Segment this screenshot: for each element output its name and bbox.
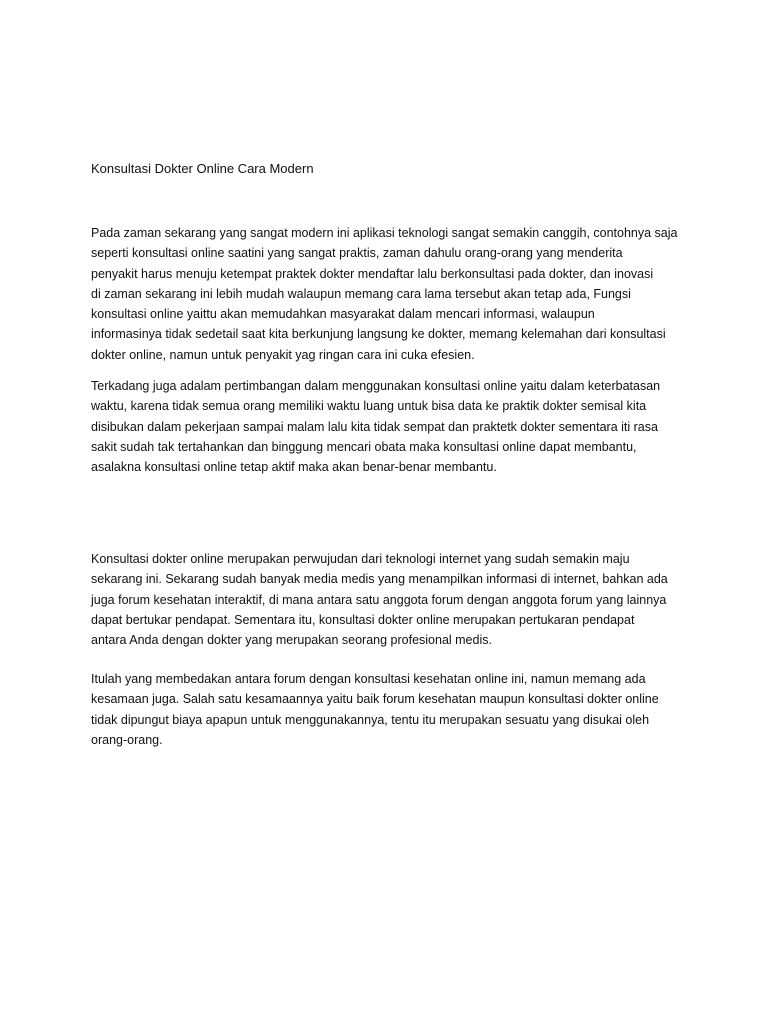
paragraph-line: asalakna konsultasi online tetap aktif maka akan benar-benar membantu. [91,460,497,475]
paragraph-line: informasinya tidak sedetail saat kita berkunjung langsung ke dokter, memang kelemahan dari konsultasi [91,327,666,342]
paragraph-line: sekarang ini. Sekarang sudah banyak media medis yang menampilkan informasi di internet, bahkan ada [91,572,668,587]
paragraph-4 [91,669,681,750]
paragraph-line: penyakit harus menuju ketempat praktek dokter mendaftar lalu berkonsultasi pada dokter, dan inovasi [91,266,654,281]
paragraph-line: kesamaan juga. Salah satu kesamaannya yaitu baik forum kesehatan maupun konsultasi dokter online [91,692,659,707]
paragraph-line: di zaman sekarang ini lebih mudah walaupun memang cara lama tersebut akan tetap ada, Fungsi [91,286,631,301]
paragraph-line: dapat bertukar pendapat. Sementara itu, konsultasi dokter online merupakan pertukaran pendapat [91,612,635,627]
paragraph-line: seperti konsultasi online saatini yang sangat praktis, zaman dahulu orang-orang yang menderita [91,246,623,261]
paragraph-line: waktu, karena tidak semua orang memiliki waktu luang untuk bisa data ke praktik dokter semisal kita [91,399,647,414]
paragraph-line: Itulah yang membedakan antara forum dengan konsultasi kesehatan online ini, namun memang ada [91,672,646,686]
paragraph-line: tidak dipungut biaya apapun untuk menggunakannya, tentu itu merupakan sesuatu yang disukai oleh [91,712,650,727]
paragraph-line: juga forum kesehatan interaktif, di mana antara satu anggota forum dengan anggota forum yang lainnya [91,592,667,607]
paragraph-line: Terkadang juga adalam pertimbangan dalam menggunakan konsultasi online yaitu dalam keterbatasan [91,379,661,393]
paragraph-line: antara Anda dengan dokter yang merupakan seorang profesional medis. [91,633,492,648]
paragraph-line: dokter online, namun untuk penyakit yag ringan cara ini cuka efesien. [91,347,475,362]
paragraph-line: konsultasi online yaittu akan memudahkan masyarakat dalam mencari informasi, walaupun [91,307,595,322]
paragraph-2 [91,376,681,477]
paragraph-3 [91,549,681,650]
paragraph-line: disibukan dalam pekerjaan sampai malam lalu kita tidak sempat dan praktetk dokter sementara iti rasa [91,419,658,434]
paragraph-line: Konsultasi dokter online merupakan perwujudan dari teknologi internet yang sudah semakin maju [91,552,630,566]
paragraph-line: orang-orang. [91,732,163,747]
paragraph-line: sakit sudah tak tertahankan dan binggung mencari obata maka konsultasi online dapat membantu, [91,439,637,454]
paragraph-line: Pada zaman sekarang yang sangat modern ini aplikasi teknologi sangat semakin canggih, contohnya saja [91,226,678,240]
paragraph-1 [91,223,681,365]
document-title: Konsultasi Dokter Online Cara Modern [91,161,314,176]
